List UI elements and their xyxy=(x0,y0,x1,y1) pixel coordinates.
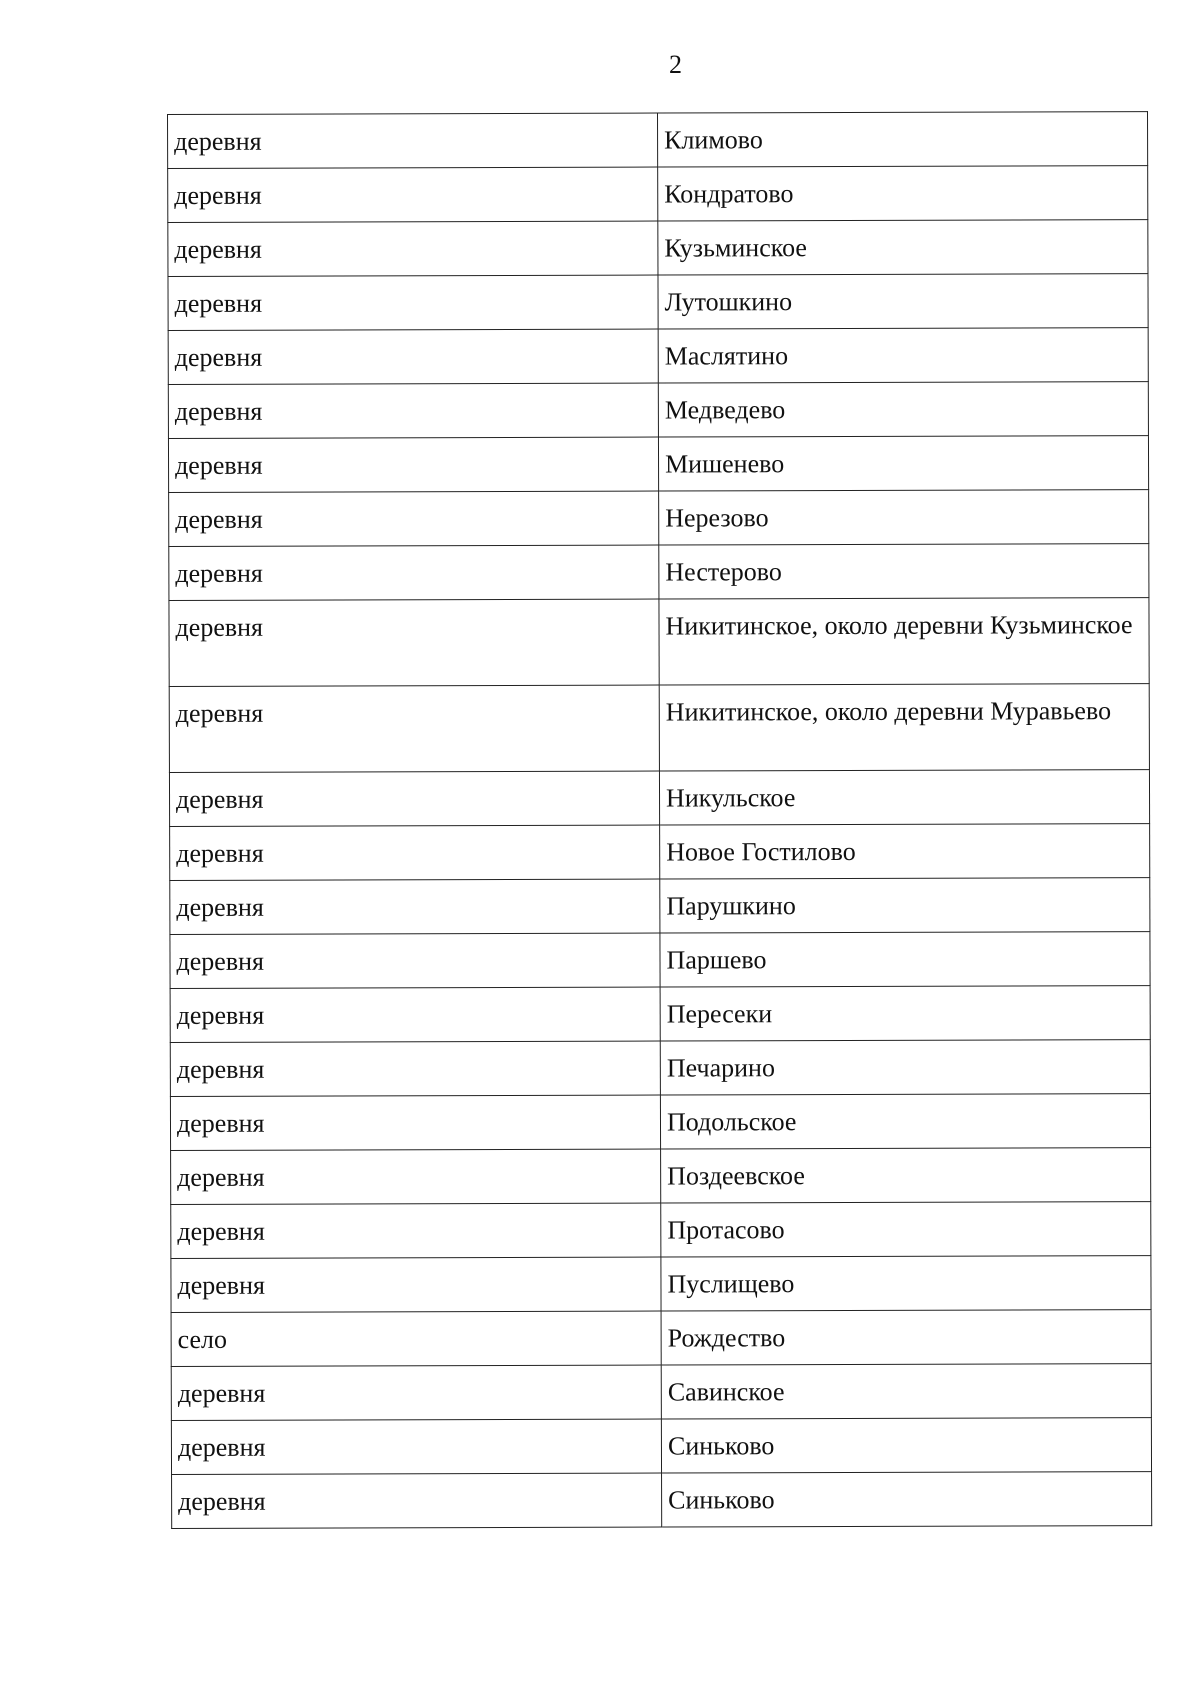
table-row xyxy=(171,1418,1151,1475)
settlement-name-cell: Мишенево xyxy=(658,436,1148,491)
settlement-name-cell: Лутошкино xyxy=(658,274,1148,329)
table-row xyxy=(168,220,1148,277)
settlement-type-cell: деревня xyxy=(171,1203,661,1258)
table-row xyxy=(171,1256,1151,1313)
settlement-type-cell: деревня xyxy=(172,1473,662,1528)
settlement-type-cell: деревня xyxy=(168,437,658,492)
settlement-name-cell: Паршево xyxy=(660,932,1150,987)
settlement-name-cell: Кузьминское xyxy=(658,220,1148,275)
settlement-type-cell: деревня xyxy=(169,771,659,826)
table-row xyxy=(169,544,1149,601)
table-row xyxy=(168,328,1148,385)
settlement-type-cell: деревня xyxy=(170,879,660,934)
settlement-name-cell: Маслятино xyxy=(658,328,1148,383)
settlement-name-cell: Нерезово xyxy=(659,490,1149,545)
table-row xyxy=(168,382,1148,439)
settlement-name-cell: Поздеевское xyxy=(661,1148,1151,1203)
settlement-name-cell: Никитинское, около деревни Кузьминское xyxy=(659,598,1149,685)
settlement-name-cell: Савинское xyxy=(661,1364,1151,1419)
settlement-name-cell: Рождество xyxy=(661,1310,1151,1365)
settlement-name-cell: Пересеки xyxy=(660,986,1150,1041)
table-row xyxy=(171,1310,1151,1367)
page-number: 2 xyxy=(669,50,682,79)
settlement-name-cell: Парушкино xyxy=(660,878,1150,933)
table-row xyxy=(170,1094,1150,1151)
table-row xyxy=(168,436,1148,493)
settlement-type-cell: деревня xyxy=(169,685,659,772)
settlement-name-cell: Протасово xyxy=(661,1202,1151,1257)
settlement-type-cell: деревня xyxy=(169,599,659,686)
table-row xyxy=(168,166,1148,223)
table-row xyxy=(171,1202,1151,1259)
settlement-type-cell: село xyxy=(171,1311,661,1366)
settlement-type-cell: деревня xyxy=(170,933,660,988)
table-row xyxy=(172,1472,1152,1529)
settlement-type-cell: деревня xyxy=(169,491,659,546)
table-row xyxy=(170,986,1150,1043)
settlement-type-cell: деревня xyxy=(168,329,658,384)
settlement-name-cell: Никульское xyxy=(659,770,1149,825)
settlement-name-cell: Пуслищево xyxy=(661,1256,1151,1311)
settlement-type-cell: деревня xyxy=(169,545,659,600)
settlement-name-cell: Кондратово xyxy=(658,166,1148,221)
table-row xyxy=(168,274,1148,331)
settlement-type-cell: деревня xyxy=(170,1041,660,1096)
settlement-type-cell: деревня xyxy=(171,1149,661,1204)
settlement-type-cell: деревня xyxy=(168,167,658,222)
table-row xyxy=(171,1364,1151,1421)
settlement-type-cell: деревня xyxy=(170,1095,660,1150)
settlement-type-cell: деревня xyxy=(170,987,660,1042)
table-row xyxy=(169,770,1149,827)
settlement-type-cell: деревня xyxy=(170,825,660,880)
table-row xyxy=(169,490,1149,547)
settlement-name-cell: Синьково xyxy=(662,1472,1152,1527)
table-row xyxy=(169,598,1149,687)
table-row xyxy=(170,878,1150,935)
table-row xyxy=(168,112,1148,169)
settlement-name-cell: Подольское xyxy=(660,1094,1150,1149)
table-row xyxy=(170,1040,1150,1097)
settlement-type-cell: деревня xyxy=(168,383,658,438)
settlement-type-cell: деревня xyxy=(168,275,658,330)
table-row xyxy=(171,1148,1151,1205)
settlement-name-cell: Новое Гостилово xyxy=(660,824,1150,879)
settlement-name-cell: Медведево xyxy=(658,382,1148,437)
settlement-type-cell: деревня xyxy=(171,1365,661,1420)
settlement-name-cell: Печарино xyxy=(660,1040,1150,1095)
settlement-name-cell: Никитинское, около деревни Муравьево xyxy=(659,684,1149,771)
settlements-table-body xyxy=(168,112,1152,1529)
settlement-type-cell: деревня xyxy=(171,1419,661,1474)
settlement-name-cell: Синьково xyxy=(661,1418,1151,1473)
settlements-table xyxy=(167,111,1152,1529)
settlement-name-cell: Климово xyxy=(657,112,1147,167)
table-row xyxy=(170,932,1150,989)
table-row xyxy=(170,824,1150,881)
table-row xyxy=(169,684,1149,773)
settlement-type-cell: деревня xyxy=(168,113,658,168)
settlement-name-cell: Нестерово xyxy=(659,544,1149,599)
settlement-type-cell: деревня xyxy=(168,221,658,276)
settlement-type-cell: деревня xyxy=(171,1257,661,1312)
